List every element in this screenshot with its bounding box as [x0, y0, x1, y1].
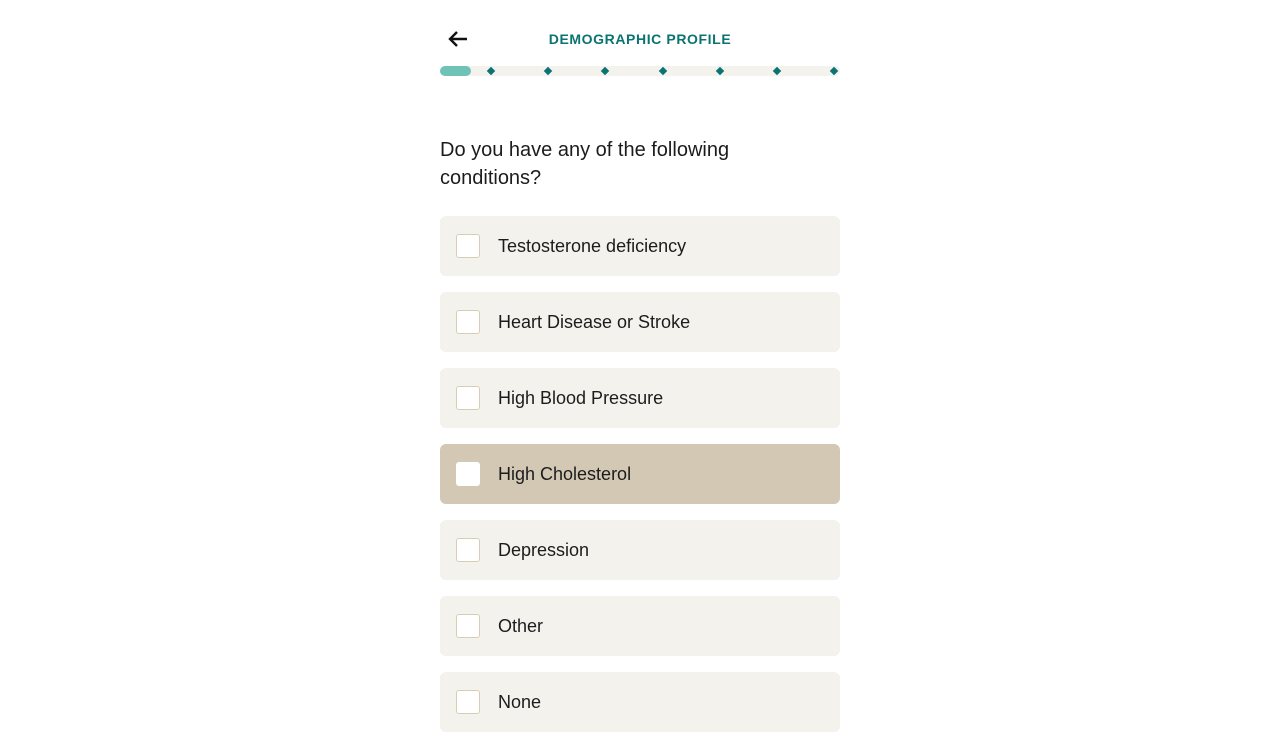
progress-step-marker [544, 67, 552, 75]
checkbox[interactable] [456, 614, 480, 638]
checkbox[interactable] [456, 234, 480, 258]
progress-step-marker [830, 67, 838, 75]
progress-step-marker [658, 67, 666, 75]
progress-bar [440, 66, 840, 76]
option-label: Other [498, 615, 544, 636]
progress-step-marker [773, 67, 781, 75]
option-none[interactable] [440, 672, 840, 732]
option-high-blood-pressure[interactable] [440, 368, 840, 428]
progress-fill [440, 66, 471, 76]
option-high-cholesterol[interactable] [440, 444, 840, 504]
option-label: High Cholesterol [498, 463, 632, 484]
checkbox[interactable] [456, 386, 480, 410]
progress-step-marker [601, 67, 609, 75]
option-label: None [498, 691, 542, 712]
option-label: High Blood Pressure [498, 387, 664, 408]
option-other[interactable] [440, 596, 840, 656]
checkbox[interactable] [456, 310, 480, 334]
option-testosterone-deficiency[interactable] [440, 216, 840, 276]
progress-step-marker [716, 67, 724, 75]
checkbox[interactable] [456, 690, 480, 714]
page-title: DEMOGRAPHIC PROFILE [548, 31, 732, 47]
checkbox[interactable] [456, 538, 480, 562]
option-label: Heart Disease or Stroke [498, 311, 691, 332]
options-list [440, 216, 840, 748]
progress-step-marker [487, 67, 495, 75]
option-heart-disease-or-stroke[interactable] [440, 292, 840, 352]
option-depression[interactable] [440, 520, 840, 580]
question-text: Do you have any of the following conditions? [440, 139, 730, 189]
option-label: Testosterone deficiency [498, 235, 687, 256]
checkbox[interactable] [456, 462, 480, 486]
option-label: Depression [498, 539, 590, 560]
